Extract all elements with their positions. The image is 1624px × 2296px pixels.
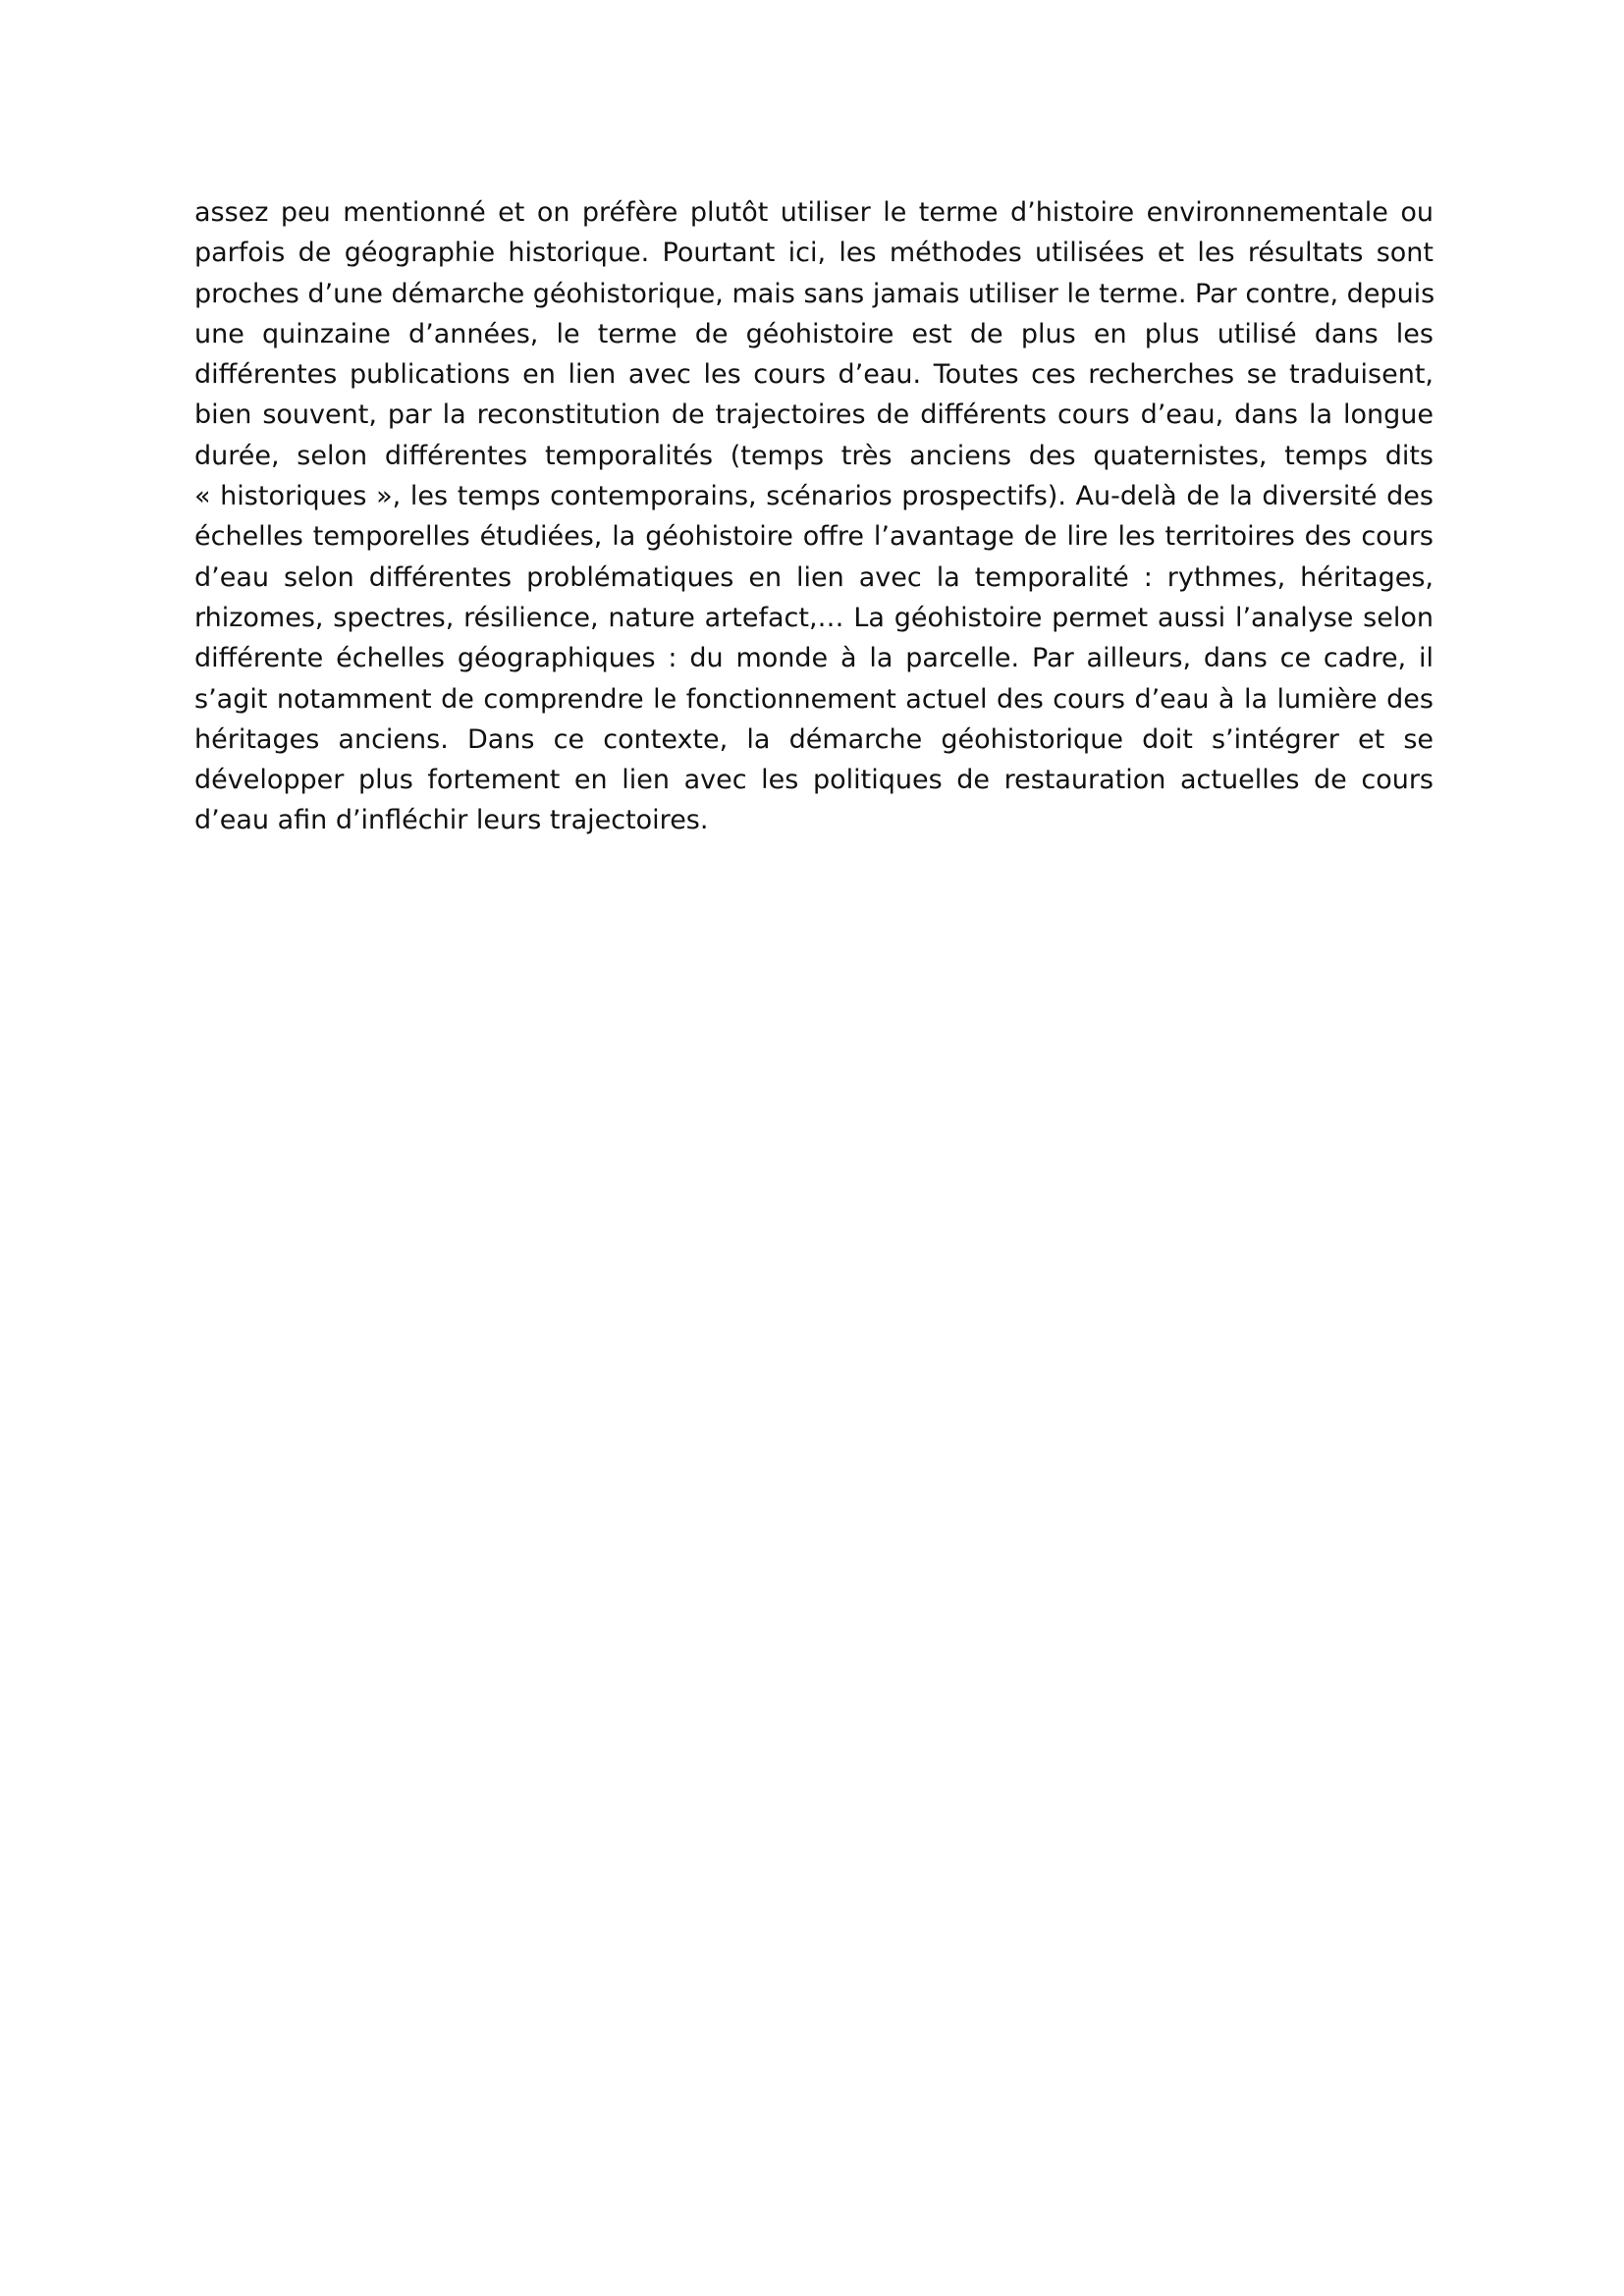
paragraph-line: parfois de géographie historique. Pourtant ici, les méthodes utilisées et les résultats sont (194, 238, 1434, 269)
paragraph-line: proches d’une démarche géohistorique, mais sans jamais utiliser le terme. Par contre, depuis (194, 278, 1435, 309)
paragraph-line: héritages anciens. Dans ce contexte, la démarche géohistorique doit s’intégrer et se (194, 723, 1434, 755)
paragraph-line: « historiques », les temps contemporains, scénarios prospectifs). Au-delà de la diversité des (194, 481, 1434, 512)
paragraph-line: échelles temporelles étudiées, la géohistoire offre l’avantage de lire les territoires des cours (194, 521, 1434, 553)
paragraph-line: durée, selon différentes temporalités (temps très anciens des quaternistes, temps dits (194, 440, 1434, 471)
paragraph-line: bien souvent, par la reconstitution de trajectoires de différents cours d’eau, dans la longue (194, 400, 1434, 431)
paragraph-line: différentes publications en lien avec les cours d’eau. Toutes ces recherches se traduisent, (194, 359, 1434, 391)
paragraph-line: une quinzaine d’années, le terme de géohistoire est de plus en plus utilisé dans les (194, 318, 1434, 349)
paragraph-line: d’eau afin d’infléchir leurs trajectoires. (194, 805, 709, 836)
paragraph-line: assez peu mentionné et on préfère plutôt utiliser le terme d’histoire environnementale ou (194, 197, 1434, 228)
paragraph-line: différente échelles géographiques : du monde à la parcelle. Par ailleurs, dans ce cadre, il (194, 643, 1434, 674)
paragraph-line: d’eau selon différentes problématiques en lien avec la temporalité : rythmes, héritages, (194, 561, 1434, 593)
paragraph-line: rhizomes, spectres, résilience, nature artefact,… La géohistoire permet aussi l’analyse selon (194, 602, 1434, 633)
paragraph-line: développer plus fortement en lien avec les politiques de restauration actuelles de cours (194, 765, 1434, 796)
paragraph-line: s’agit notamment de comprendre le fonctionnement actuel des cours d’eau à la lumière des (194, 683, 1434, 715)
body-paragraph (194, 192, 1434, 841)
